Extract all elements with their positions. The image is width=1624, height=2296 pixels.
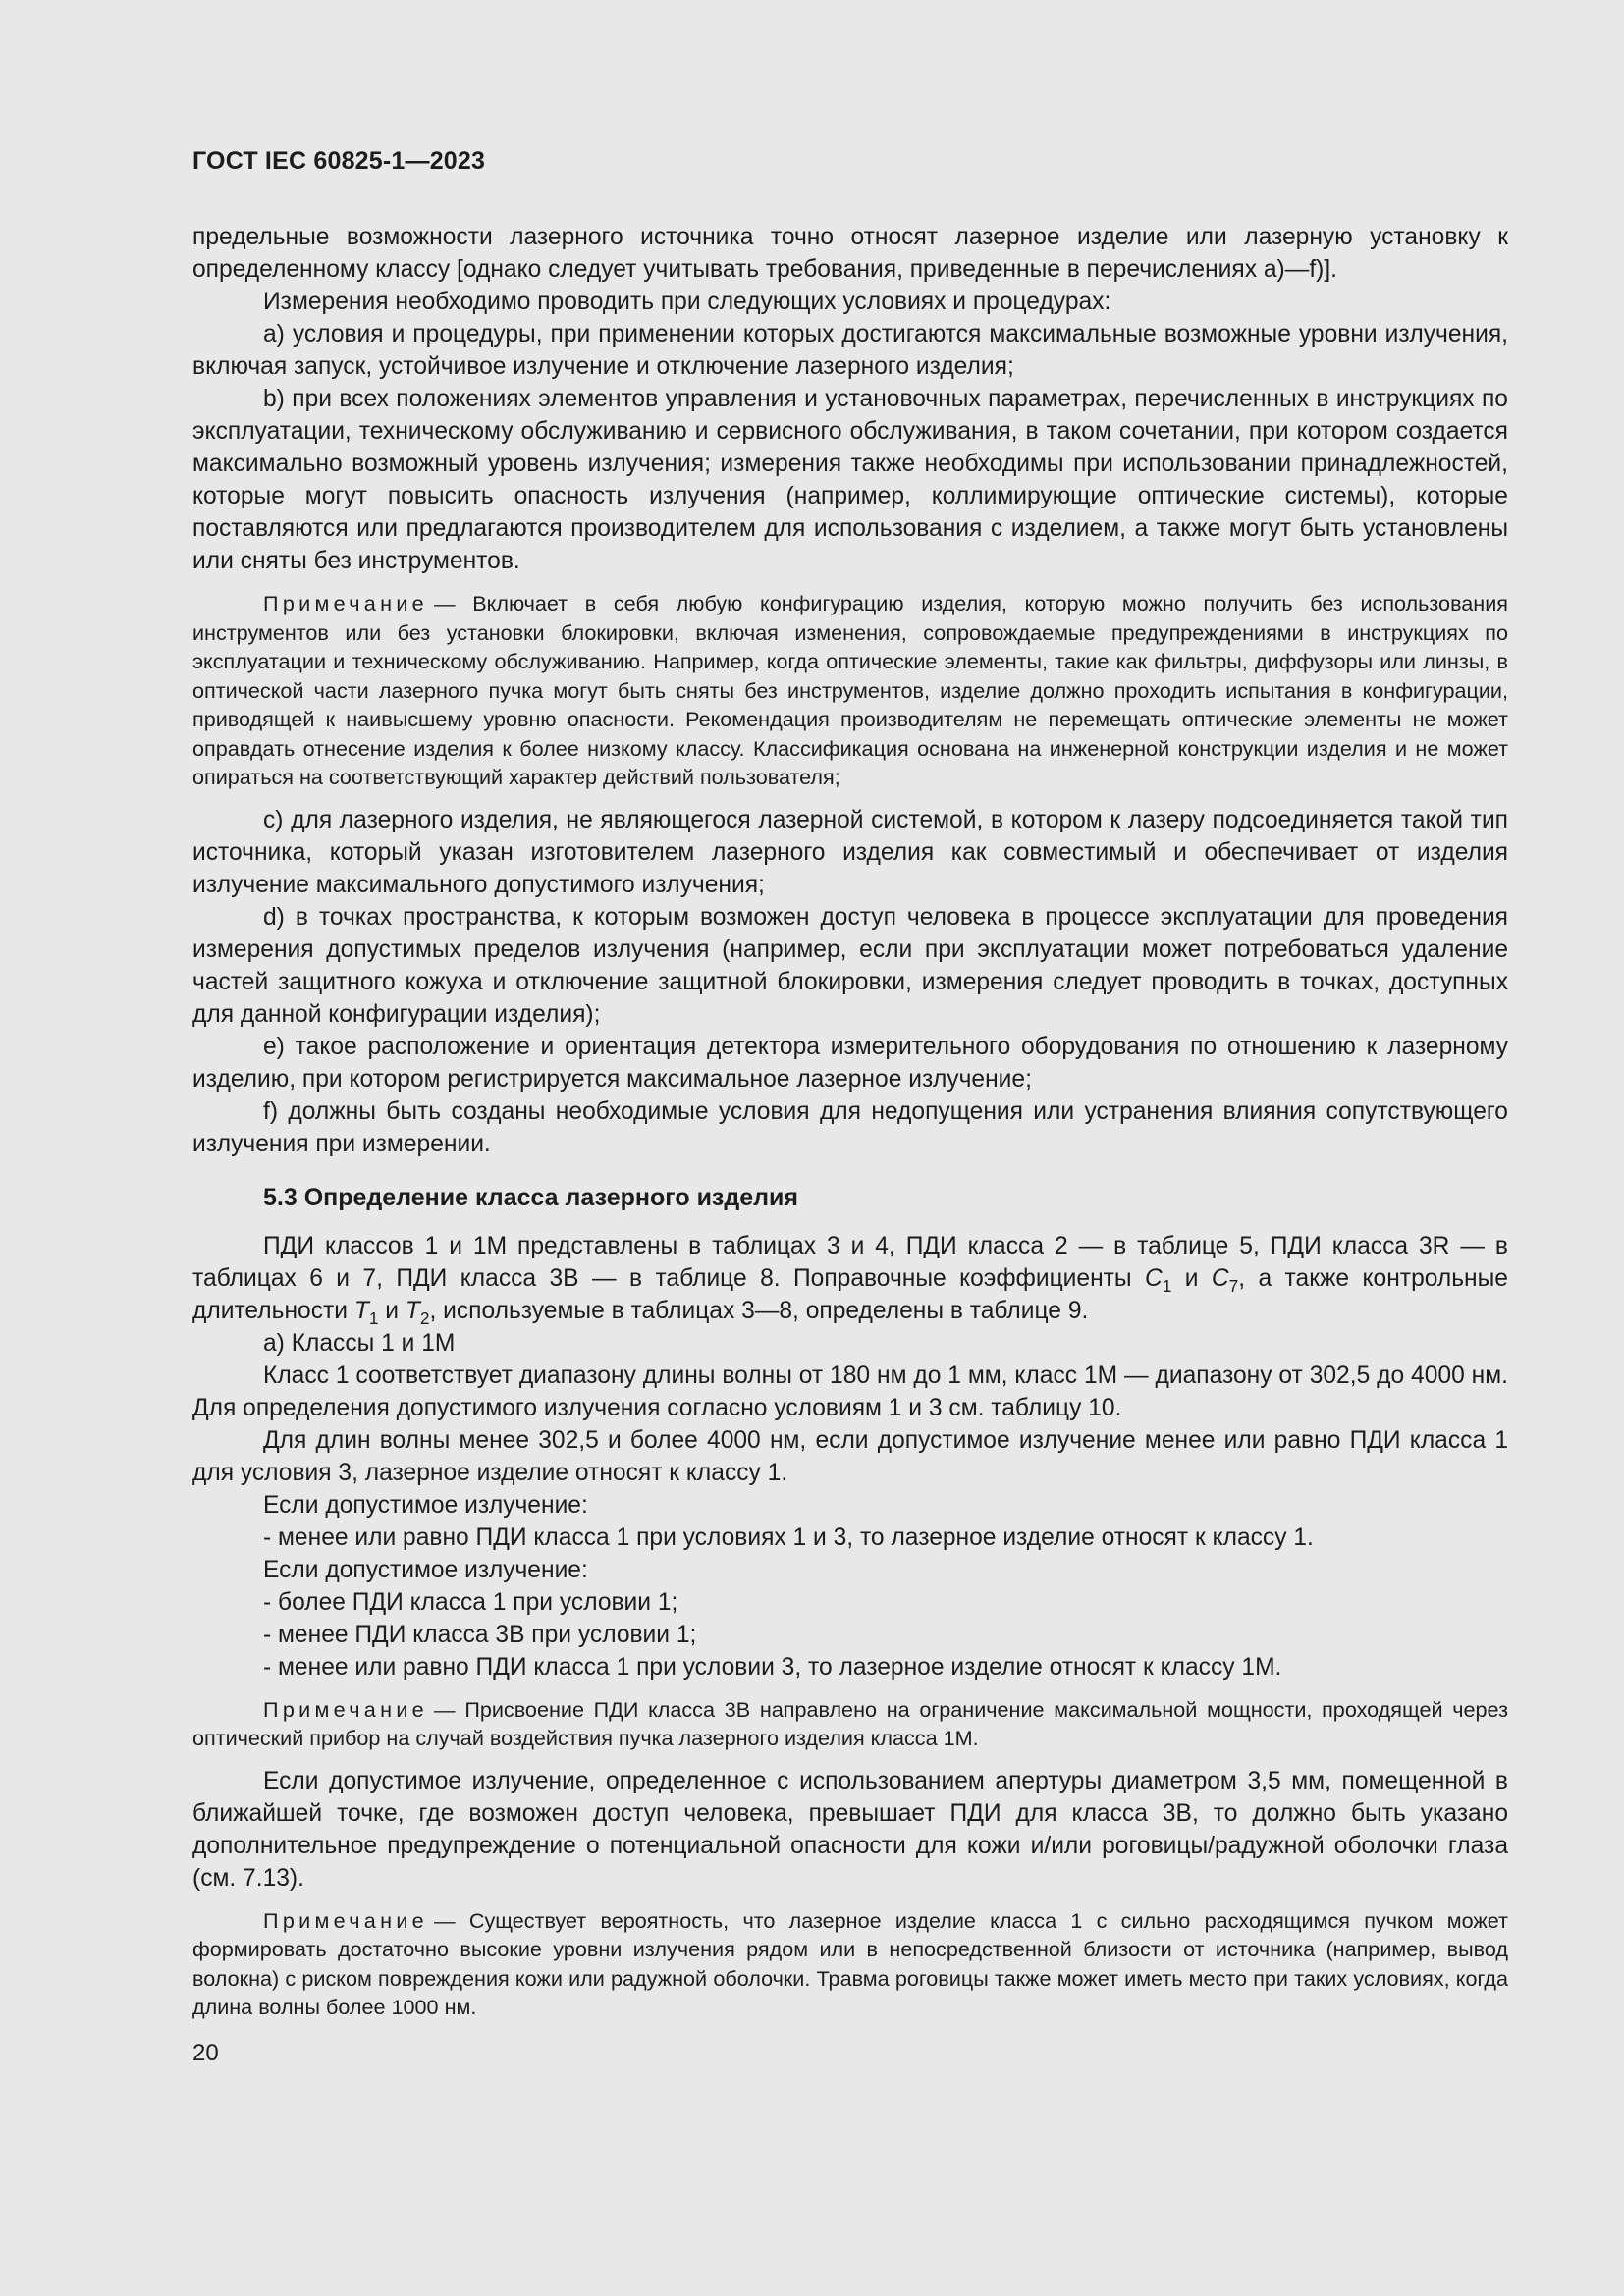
document-page xyxy=(192,147,1508,2067)
note xyxy=(192,589,1508,792)
note-text: — Присвоение ПДИ класса 3В направлено на ограничение максимальной мощности, проходящей через оптический прибор на случай воздействия пучка лазерного изделия класса 1М. xyxy=(192,1696,1508,1750)
list-item-b: b) при всех положениях элементов управления и установочных параметрах, перечисленных в инструкциях по эксплуатации, техническому обслуживанию и сервисного обслуживания, в таком сочетании, при котором создается максимально возможный уровень излучения; измерения также необходимы при использовании принадлежностей, которые могут повысить опасность излучения (например, коллимирующие оптические системы), которые поставляются или предлагаются производителем для использования с изделием, а также могут быть установлены или сняты без инструментов. xyxy=(192,386,1508,574)
note xyxy=(192,1906,1508,2022)
list-item: - менее ПДИ класса 3В при условии 1; xyxy=(263,1621,697,1648)
list-item-e: e) такое расположение и ориентация детектора измерительного оборудования по отношению к лазерному изделию, при котором регистрируется максимальное лазерное излучение; xyxy=(192,1033,1508,1093)
list-item-a: a) условия и процедуры, при применении которых достигаются максимальные возможные уровни излучения, включая запуск, устойчивое излучение и отключение лазерного изделия; xyxy=(192,321,1508,380)
list-item-f: f) должны быть созданы необходимые условия для недопущения или устранения влияния сопутствующего излучения при измерении. xyxy=(192,1097,1508,1157)
page-number: 20 xyxy=(192,2039,219,2066)
note-label: Примечание xyxy=(263,591,428,615)
paragraph: Если допустимое излучение: xyxy=(263,1491,588,1519)
paragraph: предельные возможности лазерного источника точно относят лазерное изделие или лазерную установку к определенному классу [однако следует учитывать требования, приведенные в перечислениях a)—f)]. xyxy=(192,224,1508,283)
paragraph: ПДИ классов 1 и 1М представлены в таблицах 3 и 4, ПДИ класса 2 — в таблице 5, ПДИ класса 3R — в таблицах 6 и 7, ПДИ класса 3В — в таблице 8. Поправочные коэффициенты $C_1$ и $C_7$, а также контрольные длительности $T_1$ и $T_2$, используемые в таблицах 3—8, определены в таблице 9. xyxy=(192,1232,1508,1328)
note-text: — Включает в себя любую конфигурацию изделия, которую можно получить без использования инструментов или без установки блокировки, включая изменения, сопровождаемые предупреждениями в инструкциях по эксплуатации и техническому обслуживанию. Например, когда оптические элементы, такие как фильтры, диффузоры или линзы, в оптической части лазерного пучка могут быть сняты без инструментов, изделие должно проходить испытания в конфигурации, приводящей к наивысшему уровню опасности. Рекомендация производителям не перемещать оптические элементы не может оправдать отнесение изделия к более низкому классу. Классификация основана на инженерной конструкции изделия и не может опираться на соответствующий характер действий пользователя; xyxy=(192,591,1508,789)
paragraph: Если допустимое излучение, определенное с использованием апертуры диаметром 3,5 мм, помещенной в ближайшей точке, где возможен доступ человека, превышает ПДИ для класса 3В, то должно быть указано дополнительное предупреждение о потенциальной опасности для кожи и/или роговицы/радужной оболочки глаза (см. 7.13). xyxy=(192,1767,1508,1892)
section-title: 5.3 Определение класса лазерного изделия xyxy=(263,1183,798,1211)
note xyxy=(192,1695,1508,1753)
paragraph: Если допустимое излучение: xyxy=(263,1556,588,1583)
list-item: - более ПДИ класса 1 при условии 1; xyxy=(263,1588,678,1616)
list-item: - менее или равно ПДИ класса 1 при условии 3, то лазерное изделие относят к классу 1М. xyxy=(263,1653,1282,1681)
paragraph: Для длин волны менее 302,5 и более 4000 нм, если допустимое излучение менее или равно ПДИ класса 1 для условия 3, лазерное изделие относят к классу 1. xyxy=(192,1426,1508,1486)
document-header: ГОСТ IEC 60825-1—2023 xyxy=(192,147,486,175)
paragraph: Измерения необходимо проводить при следующих условиях и процедурах: xyxy=(263,289,1111,315)
note-label: Примечание xyxy=(263,1907,428,1933)
list-item-d: d) в точках пространства, к которым возможен доступ человека в процессе эксплуатации для проведения измерения допустимых пределов излучения (например, если при эксплуатации может потребоваться удаление частей защитного кожуха и отключение защитной блокировки, измерения следует проводить в точках, доступных для данной конфигурации изделия); xyxy=(192,903,1508,1028)
paragraph: Класс 1 соответствует диапазону длины волны от 180 нм до 1 мм, класс 1М — диапазону от 302,5 до 4000 нм. Для определения допустимого излучения согласно условиям 1 и 3 см. таблицу 10. xyxy=(192,1362,1508,1421)
list-item: - менее или равно ПДИ класса 1 при условиях 1 и 3, то лазерное изделие относят к классу 1. xyxy=(263,1523,1314,1551)
list-item: a) Классы 1 и 1М xyxy=(263,1329,456,1357)
list-item-c: c) для лазерного изделия, не являющегося лазерной системой, в котором к лазеру подсоединяется такой тип источника, который указан изготовителем лазерного изделия как совместимый и обеспечивает от изделия излучение максимального допустимого излучения; xyxy=(192,806,1508,898)
note-label: Примечание xyxy=(263,1696,428,1722)
note-text: — Существует вероятность, что лазерное изделие класса 1 с сильно расходящимся пучком может формировать достаточно высокие уровни излучения рядом или в непосредственной близости от источника (например, вывод волокна) с риском повреждения кожи или радужной оболочки. Травма роговицы также может иметь место при таких условиях, когда длина волны более 1000 нм. xyxy=(192,1907,1508,2019)
